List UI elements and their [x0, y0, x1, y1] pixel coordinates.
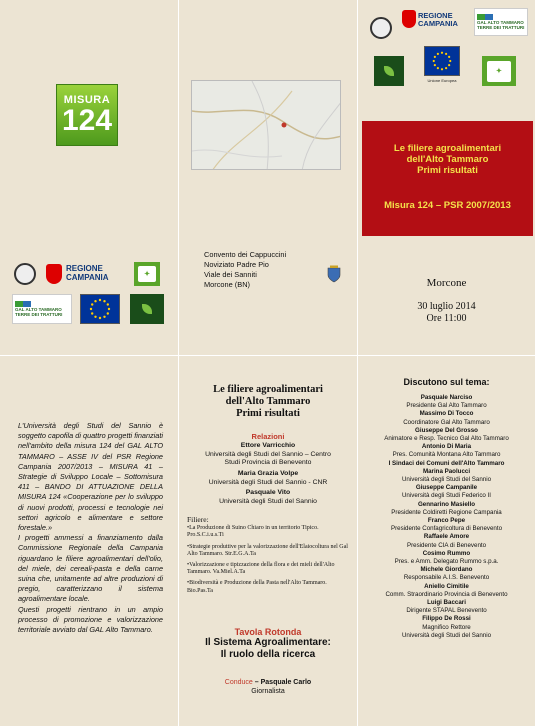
round-table-title: Il ruolo della ricerca: [220, 649, 316, 660]
panel-top-left: [0, 0, 178, 355]
leader-icon: ✦: [138, 266, 156, 283]
psr-leaf-icon: [384, 66, 394, 76]
discussant-role: Coordinatore Gal Alto Tammaro: [403, 418, 490, 426]
discussant-role: Comm. Straordinario Provincia di Benevento: [385, 590, 508, 598]
discussant-name: Pasquale Narciso: [420, 394, 473, 401]
panel-top-middle: [179, 0, 357, 355]
discussant-role: Pres. Comunità Montana Alto Tammaro: [392, 451, 501, 459]
intro-paragraph: L'Università degli Studi del Sannio è soggetto capofila di quattro progetti finanziati nell'ambito della misura 124 del GAL ALTO TAMMARO – ASSE IV del PSR Regione Campania 2007/2013 – MISURA 41 – Strategie di Sviluppo Locale – Sottomisura 411 – BANDO DI ATTUAZIONE DELLA MISURA 124 «Cooperazione per lo sviluppo di nuovi prodotti, processi e tecnologie nei settori agricolo e alimentare e settore forestale.»: [18, 421, 163, 533]
moderator: [179, 678, 357, 696]
cover-title-line: Le filiere agroalimentari: [393, 143, 502, 154]
eu-flag-logo: [80, 294, 120, 324]
filiere-list: [187, 516, 351, 599]
speaker: [179, 470, 357, 487]
cover-title-box: [362, 121, 533, 236]
address-line: Noviziato Padre Pio: [204, 260, 269, 269]
discussant-name: Raffaele Amore: [423, 533, 470, 541]
discussant-name: Cosimo Rummo: [422, 549, 471, 557]
speaker-affiliation: Studi Provincia di Benevento: [224, 459, 312, 467]
campania-crest-icon: [402, 10, 416, 28]
discussant-role: Presidente CIA di Benevento: [406, 541, 487, 549]
program-title-line: dell'Alto Tammaro: [225, 396, 311, 407]
program-title-line: Primi risultati: [236, 408, 300, 419]
discussant-role: Responsabile A.I.S. Benevento: [403, 574, 490, 582]
morcone-crest-icon: [327, 265, 341, 283]
discussant-name: Marina Paolucci: [422, 467, 471, 475]
campania-crest-icon: [46, 264, 62, 284]
gal-logo: [12, 294, 72, 324]
event-place: Morcone: [426, 277, 467, 289]
round-table: [179, 627, 357, 661]
relazioni-label: Relazioni: [251, 432, 285, 441]
discussant-name: Michele Giordano: [420, 566, 473, 574]
round-table-title: Il Sistema Agroalimentare:: [205, 637, 331, 648]
unisannio-logo: [12, 258, 38, 290]
address-line: Viale dei Sanniti: [204, 270, 257, 279]
event-date: 30 luglio 2014: [417, 301, 476, 312]
filiere-item: •La Produzione di Suino Chiaro in un territorio Tipico. Pro.S.C.i.u.s.Ti: [187, 525, 319, 539]
speaker: [179, 489, 357, 506]
leader-icon: ✦: [487, 61, 511, 82]
panel-discussion: [358, 356, 535, 726]
unisannio-seal-icon: [14, 263, 36, 285]
intro-paragraph: Questi progetti rientrano in un ampio processo di promozione e valorizzazione territoriale avviato dal GAL Alto Tammaro.: [18, 604, 163, 635]
discussant-role: Università degli Studi del Sannio: [401, 476, 492, 484]
venue-address: [204, 250, 286, 290]
event-time: Ore 11:00: [426, 313, 467, 324]
campania-logo: [418, 10, 470, 30]
cover-title-line: Primi risultati: [417, 165, 478, 176]
filiere-item: •Strategie produttive per la valorizzazione dell'Elaiocoltura nel Gal Alto Tammaro. Str.E.G.A.Ta: [187, 543, 348, 557]
misura-logo-line1: MISURA: [63, 94, 111, 106]
address-line: Morcone (BN): [204, 280, 250, 289]
intro-text: [18, 421, 163, 635]
location-map: [191, 80, 341, 170]
discussant-name: I Sindaci dei Comuni dell'Alto Tammaro: [388, 459, 505, 467]
discussant-name: Giuseppe Campanile: [415, 484, 478, 492]
program-title: [179, 384, 357, 420]
discussant-role: Presidente Gal Alto Tammaro: [406, 402, 487, 410]
panel-cover: [358, 0, 535, 355]
gal-logo-text: GAL ALTO TAMMARO TERRE DEI TRATTURI: [15, 307, 63, 317]
eu-flag-logo: [424, 46, 460, 76]
panel-program: [179, 356, 357, 726]
eu-stars-icon: [431, 50, 453, 72]
filiere-item: •Biodiversità e Produzione della Pasta nell'Alto Tammaro. Bio.Pas.Ta: [187, 580, 327, 594]
discussion-title: Discutono sul tema:: [403, 377, 490, 387]
gal-logo-text: GAL ALTO TAMMARO TERRE DEI TRATTURI: [477, 20, 525, 30]
discussant-name: Massimo Di Tocco: [419, 410, 474, 418]
campania-name: REGIONE CAMPANIA: [418, 11, 458, 28]
psr-campania-logo: [130, 294, 164, 324]
intro-paragraph: I progetti ammessi a finanziamento dalla Commissione Regionale della Campania riguardano le filiere agroalimentari dell'olio, del miele, dei cereali-pasta e della carne suina che, unitamente ad altre produzioni di pregio, caratterizzano il sistema agroalimentare locale.: [18, 533, 163, 604]
unisannio-seal-icon: [370, 17, 392, 39]
discussant-name: Franco Pepe: [427, 517, 466, 525]
cover-title: [362, 143, 533, 176]
misura-logo-line2: 124: [61, 104, 113, 137]
speaker-affiliation: Università degli Studi del Sannio – Centro: [205, 450, 331, 458]
speaker: [179, 442, 357, 468]
speaker-name: Pasquale Vito: [245, 489, 291, 496]
leader-logo: [482, 56, 516, 86]
map-roads-icon: [192, 81, 341, 170]
moderator-label: Conduce: [224, 679, 253, 686]
discussant-role: Università degli Studi Federico II: [401, 492, 492, 500]
psr-leaf-icon: [142, 304, 152, 314]
speaker-name: Maria Grazia Volpe: [237, 470, 299, 477]
moderator-name: – Pasquale Carlo: [252, 679, 312, 686]
unisannio-logo: [368, 8, 394, 48]
filiere-item: •Valorizzazione e tipizzazione della flora e dei mieli dell'Alto Tammaro. Va.Miel.A.Ta: [187, 562, 335, 576]
speaker-affiliation: Università degli Studi del Sannio: [219, 497, 317, 505]
eu-stars-icon: [88, 297, 112, 321]
discussant-name: Aniello Cimitile: [424, 582, 469, 590]
round-table-label: Tavola Rotonda: [234, 627, 302, 637]
cover-title-line: dell'Alto Tammaro: [406, 154, 489, 165]
program-title-line: Le filiere agroalimentari: [213, 384, 323, 395]
discussant-role: Università degli Studi del Sannio: [401, 631, 492, 639]
discussant-role: Pres. e Amm. Delegato Rummo s.p.a.: [394, 558, 499, 566]
panel-intro: [0, 356, 178, 726]
discussant-name: Giuseppe Del Grosso: [415, 426, 478, 434]
cover-subtitle: Misura 124 – PSR 2007/2013: [384, 200, 511, 211]
discussant-name: Antonio Di Maria: [421, 443, 472, 451]
leader-logo: [134, 262, 160, 286]
discussant-name: Luigi Baccari: [427, 599, 466, 607]
discussant-role: Dirigente STAPAL Benevento: [406, 607, 487, 615]
address-line: Convento dei Cappuccini: [204, 250, 287, 259]
speaker-affiliation: Università degli Studi del Sannio - CNR: [208, 478, 328, 486]
filiere-heading: Filiere:: [187, 515, 209, 524]
discussant-role: Presidente Coldiretti Regione Campania: [391, 508, 502, 516]
discussant-name: Gennarino Masiello: [417, 500, 476, 508]
moderator-role: Giornalista: [251, 688, 285, 695]
campania-name: REGIONE CAMPANIA: [66, 264, 109, 282]
eu-caption: Unione Europea: [427, 78, 457, 83]
speaker-name: Ettore Varricchio: [240, 442, 296, 449]
psr-campania-logo: [374, 56, 404, 86]
discussant-list: [358, 394, 535, 640]
discussant-name: Filippo De Rossi: [422, 615, 471, 623]
campania-logo: [66, 264, 126, 282]
discussant-role: Magnifico Rettore: [422, 623, 471, 631]
misura-124-logo: [56, 84, 118, 146]
discussant-role: Presidente Confagricoltura di Benevento: [390, 525, 503, 533]
gal-logo: [474, 8, 528, 36]
discussant-role: Animatore e Resp. Tecnico Gal Alto Tammaro: [384, 435, 509, 443]
